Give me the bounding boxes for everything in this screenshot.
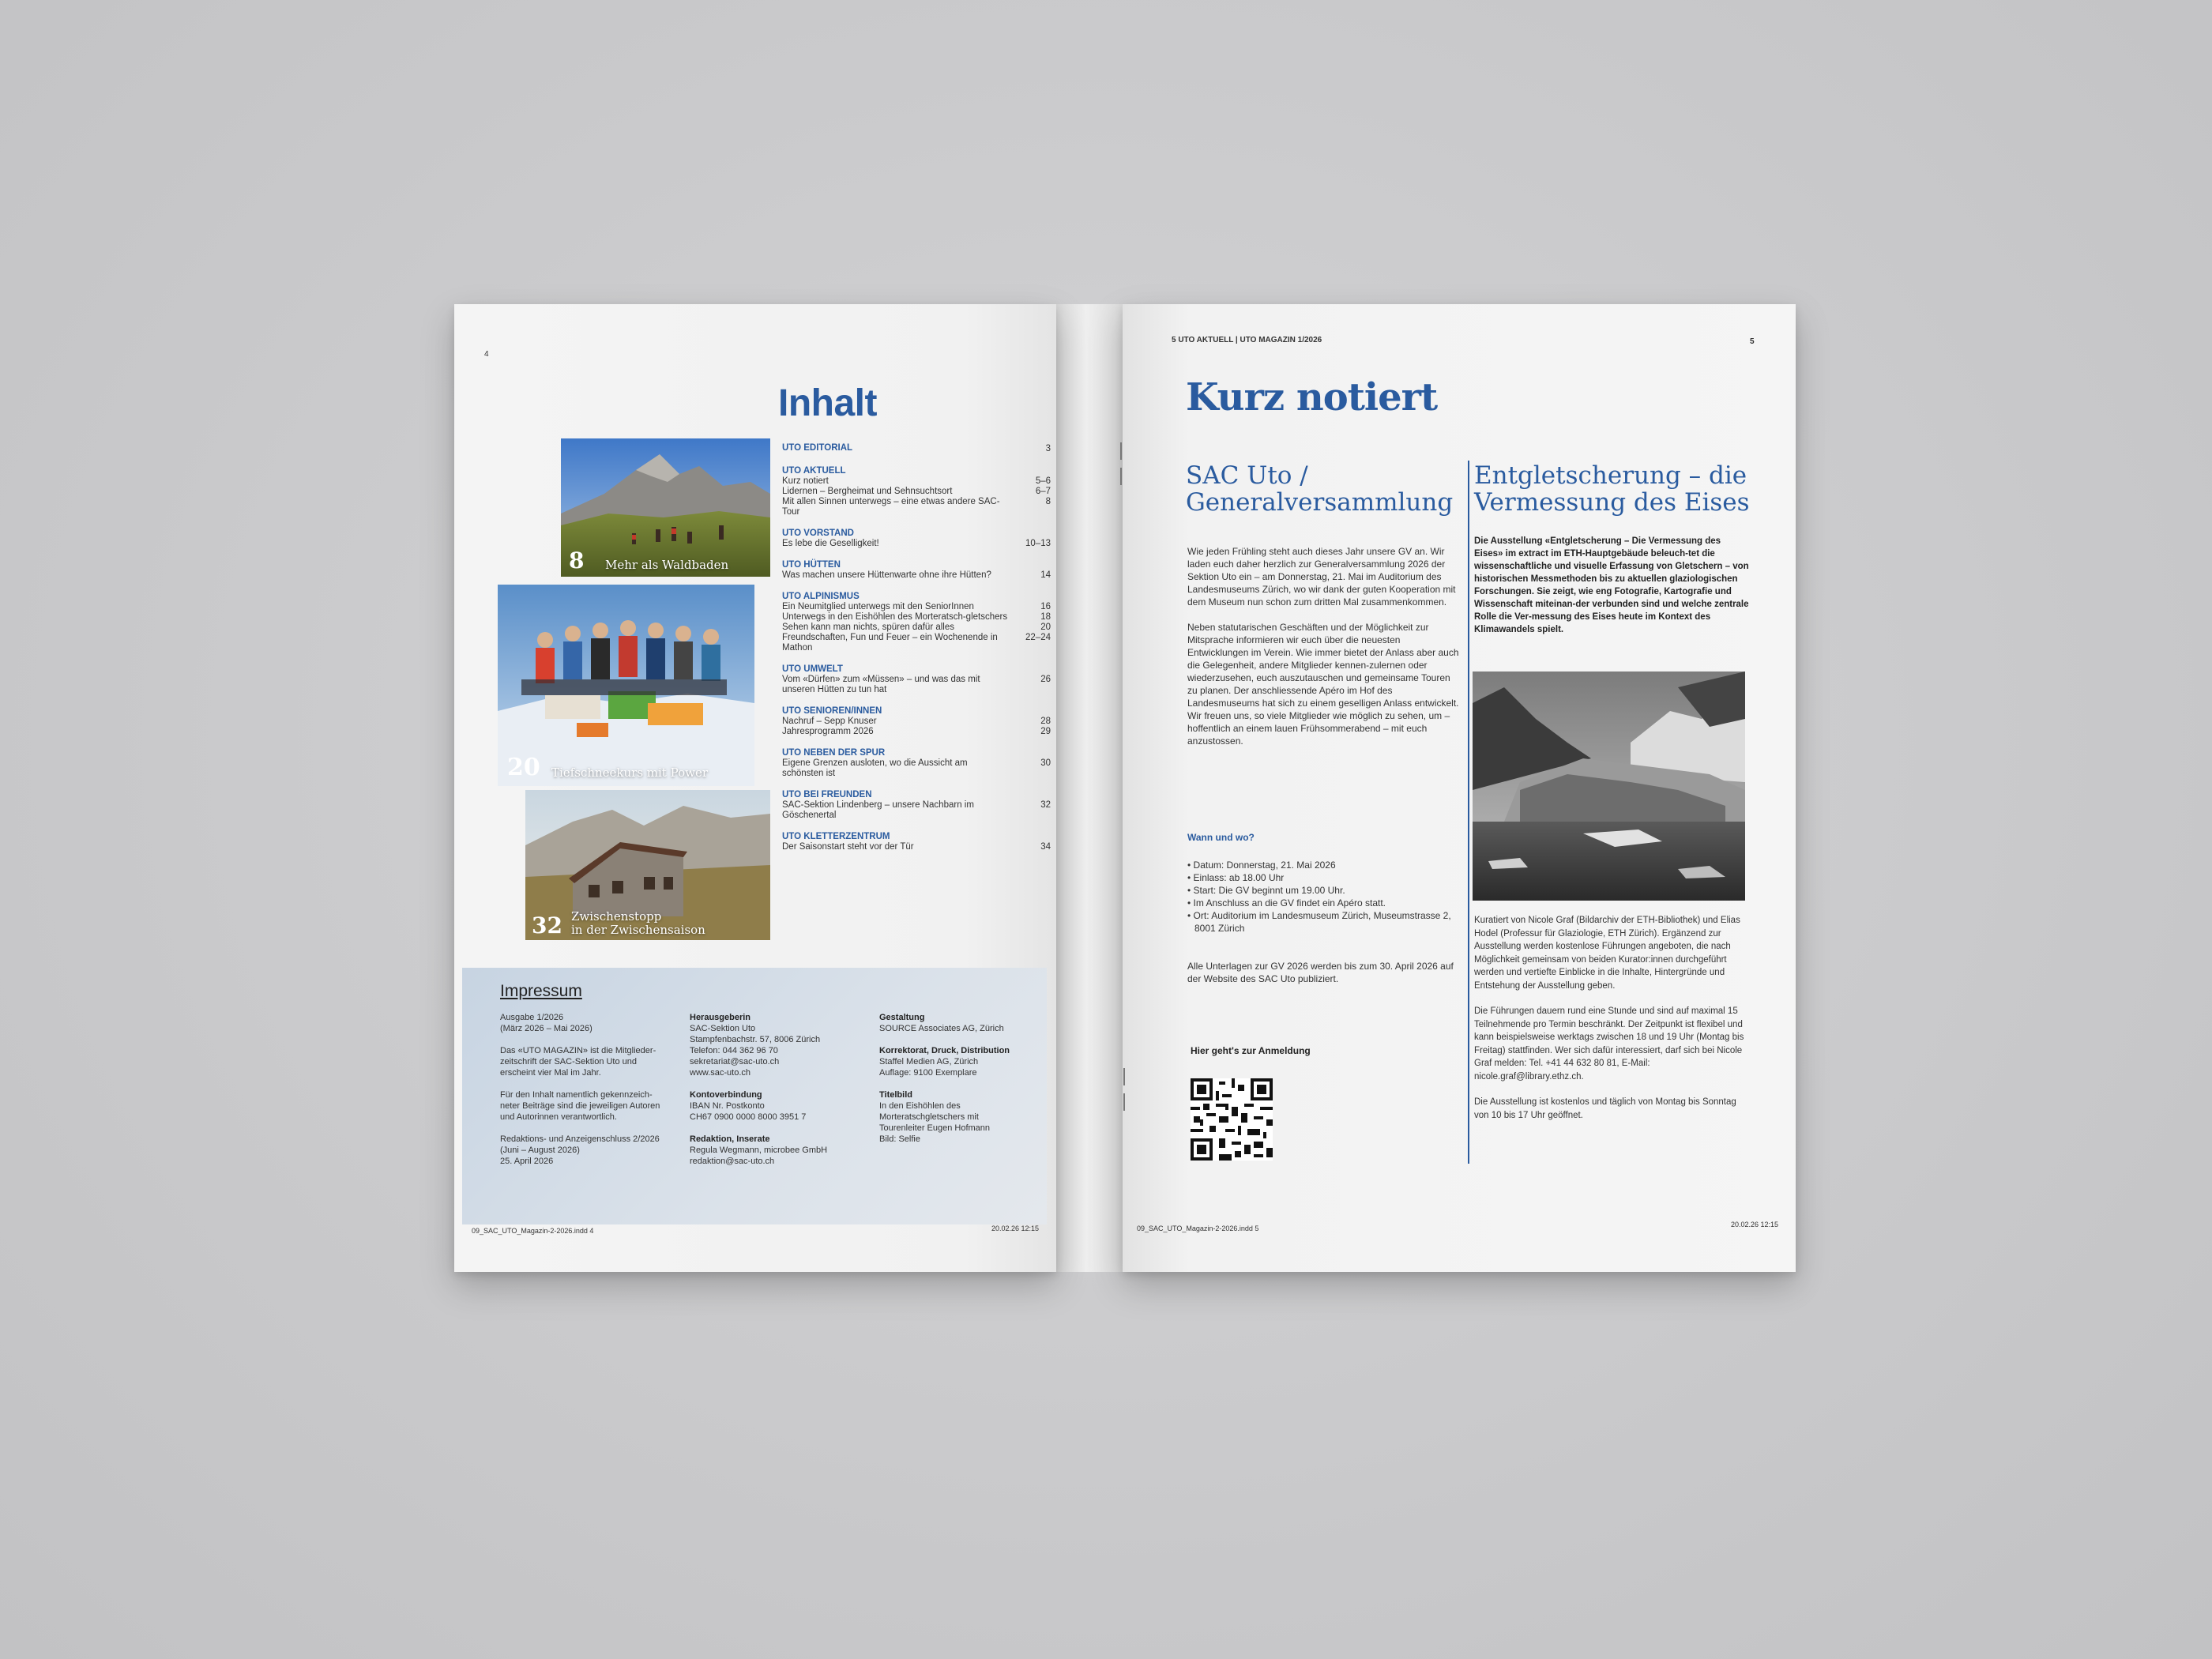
toc-section-title: UTO EDITORIAL [782, 443, 853, 453]
event-detail: • Ort: Auditorium im Landesmuseum Zürich, Museumstrasse 2, 8001 Zürich [1187, 910, 1451, 934]
page-number: 4 [484, 350, 489, 359]
toc-section-title: UTO KLETTERZENTRUM [782, 831, 890, 841]
column-divider [1468, 461, 1469, 1164]
article-lead: Die Ausstellung «Entgletscherung – Die Vermessung des Eises» im extract im ETH-Hauptgebäude beleuch-tet die wissenschaftliche und visuelle Erfassung von Gletschern – von historischen Messmethoden bis zu aktuellen glaziologischen Forschungen. Sie zeigt, wie eng Fotografie, Kartografie und Wissenschaft miteinan-der verbunden sind und welche zentrale Rolle die Ver-messung des Eises heute im Kontext des Klimawandels spielt. [1474, 536, 1749, 634]
impressum-title: Impressum [500, 982, 582, 1000]
impressum-col-2: Herausgeberin SAC-Sektion Uto Stampfenbachstr. 57, 8006 Zürich Telefon: 044 362 96 70 sekretariat@sac-uto.ch www.sac-uto.ch Kontoverbindung IBAN Nr. Postkonto CH67 0900 0000 8000 3951 7 Redaktion, Inserate Regula Wegmann, microbee GmbH redaktion@sac-uto.ch [690, 1013, 828, 1166]
toc-item[interactable]: Ein Neumitglied unterwegs mit den SeniorInnen 16 [782, 601, 1051, 611]
glacier-photo [1473, 672, 1745, 901]
toc-section-title: UTO ALPINISMUS [782, 591, 860, 601]
footer-date: 20.02.26 12:15 [1731, 1221, 1779, 1228]
toc-section [782, 529, 1051, 549]
photo-caption: Mehr als Waldbaden [605, 558, 729, 572]
toc-section-title: UTO UMWELT [782, 664, 843, 674]
crop-mark [1123, 1068, 1125, 1085]
running-head: 5 UTO AKTUELL | UTO MAGAZIN 1/2026 [1172, 336, 1322, 344]
impressum-col-3: Gestaltung SOURCE Associates AG, Zürich Korrektorat, Druck, Distribution Staffel Medien AG, Zürich Auflage: 9100 Exemplare Titelbild In den Eishöhlen des Morteratschgletschers mit Tourenleiter Eugen Hofmann Bild: Selfie [879, 1013, 1010, 1144]
toc-section-title: UTO AKTUELL [782, 465, 846, 476]
toc-item[interactable]: Nachruf – Sepp Knuser 28 [782, 716, 1051, 726]
page-title: Inhalt [778, 382, 877, 424]
toc-section [782, 706, 1051, 737]
left-page [454, 304, 1056, 1272]
table-of-contents [782, 443, 1051, 863]
footer-file: 09_SAC_UTO_Magazin-2-2026.indd 4 [472, 1227, 594, 1235]
footer-file: 09_SAC_UTO_Magazin-2-2026.indd 5 [1137, 1224, 1259, 1232]
event-detail: • Start: Die GV beginnt um 19.00 Uhr. [1187, 885, 1345, 896]
photo-waldbaden [561, 438, 770, 577]
event-details [1187, 859, 1460, 935]
toc-section-title: UTO HÜTTEN [782, 559, 841, 570]
toc-item[interactable]: Was machen unsere Hüttenwarte ohne ihre Hütten? 14 [782, 570, 1051, 580]
crop-mark [1120, 468, 1122, 485]
footer-date: 20.02.26 12:15 [991, 1224, 1040, 1232]
page-number: 5 [1750, 337, 1755, 346]
toc-section-title: UTO BEI FREUNDEN [782, 789, 872, 799]
right-page [1123, 304, 1796, 1272]
toc-section [782, 748, 1051, 779]
toc-item[interactable]: Freundschaften, Fun und Feuer – ein Wochenende in Mathon 22–24 [782, 632, 1051, 653]
article-body: Wie jeden Frühling steht auch dieses Jahr unsere GV an. Wir laden euch daher herzlich zur Generalversammlung 2026 der Sektion Uto ein – am Donnerstag, 21. Mai im Auditorium des Landesmuseums Zürich, wo wir dank der guten Kooperation mit dem Museum nun schon zum dritten Mal zusammenkommen. Neben statutarischen Geschäften und der Möglichkeit zur Mitsprache informieren wir euch über die neuesten Entwicklungen im Verein. Wie immer bietet der Anlass aber auch die Gelegenheit, andere Mitglieder kennen-zulernen oder wiederzusehen, euch auszutauschen und gemeinsame Touren zu planen. Der anschliessende Apéro im Hof des Landesmuseums hat sich zu einem geselligen Anlass entwickelt. Wir freuen uns, so viele Mitglieder wie möglich zu sehen, um – hoffentlich an einem lauen Frühsommerabend – mit euch anzustossen. [1187, 546, 1459, 747]
toc-item[interactable]: Jahresprogramm 2026 29 [782, 726, 1051, 736]
toc-item[interactable]: Sehen kann man nichts, spüren dafür alles 20 [782, 622, 1051, 632]
toc-item[interactable]: Vom «Dürfen» zum «Müssen» – und was das mit unseren Hütten zu tun hat 26 [782, 674, 1051, 694]
photo-caption: Zwischenstopp in der Zwischensaison [571, 909, 705, 937]
article-heading: SAC Uto / Generalversammlung [1186, 461, 1454, 517]
article-note: Alle Unterlagen zur GV 2026 werden bis zum 30. April 2026 auf der Website des SAC Uto publiziert. [1187, 961, 1454, 984]
toc-item[interactable]: Lidernen – Bergheimat und Sehnsuchtsort 6–7 [782, 486, 1051, 496]
toc-section [782, 664, 1051, 695]
toc-section-title: UTO SENIOREN/INNEN [782, 705, 882, 716]
toc-section [782, 790, 1051, 821]
toc-item[interactable]: SAC-Sektion Lindenberg – unsere Nachbarn im Göschenertal 32 [782, 799, 1051, 820]
article-body: Kuratiert von Nicole Graf (Bildarchiv der ETH-Bibliothek) und Elias Hodel (Professur für Glaziologie, ETH Zürich). Ergänzend zur Ausstellung werden kostenlose Führungen angeboten, die nach Möglichkeit gemeinsam von beiden Kurator:innen durchgeführt werden und vertiefte Einblicke in die Inhalte, Hintergründe und Entstehung der Ausstellung geben. Die Führungen dauern rund eine Stunde und sind auf maximal 15 Teilnehmende pro Termin beschränkt. Der Zeitpunkt ist flexibel und kann beispielsweise werktags zwischen 18 und 19 Uhr (Montag bis Freitag) stattfinden. Wer sich dafür interessiert, darf sich bei Nicole Graf melden: Tel. +41 44 632 80 81, E-Mail: nicole.graf@library.ethz.ch. Die Ausstellung ist kostenlos und täglich von Montag bis Sonntag von 10 bis 17 Uhr geöffnet. [1474, 916, 1744, 1120]
subheading: Wann und wo? [1187, 832, 1255, 843]
crop-mark [1123, 1093, 1125, 1111]
page-title: Kurz notiert [1186, 375, 1438, 419]
qr-code-icon[interactable] [1191, 1078, 1273, 1161]
toc-page: 3 [1045, 444, 1051, 453]
event-detail: • Datum: Donnerstag, 21. Mai 2026 [1187, 860, 1336, 871]
toc-section-title: UTO VORSTAND [782, 528, 854, 538]
toc-section-title: UTO NEBEN DER SPUR [782, 747, 886, 758]
toc-item[interactable]: Der Saisonstart steht vor der Tür 34 [782, 841, 1051, 852]
toc-item[interactable]: Kurz notiert 5–6 [782, 476, 1051, 486]
magazine-spine [1056, 304, 1123, 1272]
photo-page-number: 20 [507, 754, 540, 781]
impressum-box [462, 968, 1047, 1224]
article-heading: Entgletscherung – die Vermessung des Eises [1474, 461, 1750, 517]
toc-item[interactable]: Unterwegs in den Eishöhlen des Morteratsch-gletschers 18 [782, 611, 1051, 622]
toc-section [782, 592, 1051, 653]
toc-section [782, 443, 1051, 455]
photo-caption: Tiefschneekurs mit Power [551, 766, 709, 780]
signup-link[interactable]: Hier geht's zur Anmeldung [1191, 1045, 1311, 1056]
event-detail: • Einlass: ab 18.00 Uhr [1187, 872, 1285, 883]
crop-mark [1120, 442, 1122, 460]
event-detail: • Im Anschluss an die GV findet ein Apéro statt. [1187, 897, 1386, 908]
toc-item[interactable]: Es lebe die Geselligkeit! 10–13 [782, 538, 1051, 548]
toc-item[interactable]: Mit allen Sinnen unterwegs – eine etwas andere SAC-Tour 8 [782, 496, 1051, 517]
photo-page-number: 8 [569, 547, 585, 574]
photo-tiefschneekurs [498, 585, 754, 786]
toc-section [782, 466, 1051, 517]
toc-section [782, 560, 1051, 581]
photo-page-number: 32 [532, 912, 562, 939]
toc-section [782, 832, 1051, 852]
impressum-col-1: Ausgabe 1/2026 (März 2026 – Mai 2026) Das «UTO MAGAZIN» ist die Mitglieder-zeitschrift der SAC-Sektion Uto und erscheint vier Mal im Jahr. Für den Inhalt namentlich gekennzeich-neter Beiträge sind die jeweiligen Autoren und Autorinnen verantwortlich. Redaktions- und Anzeigenschluss 2/2026 (Juni – August 2026) 25. April 2026 [500, 1013, 660, 1166]
photo-zwischenstopp [525, 790, 770, 940]
toc-item[interactable]: Eigene Grenzen ausloten, wo die Aussicht am schönsten ist 30 [782, 758, 1051, 778]
